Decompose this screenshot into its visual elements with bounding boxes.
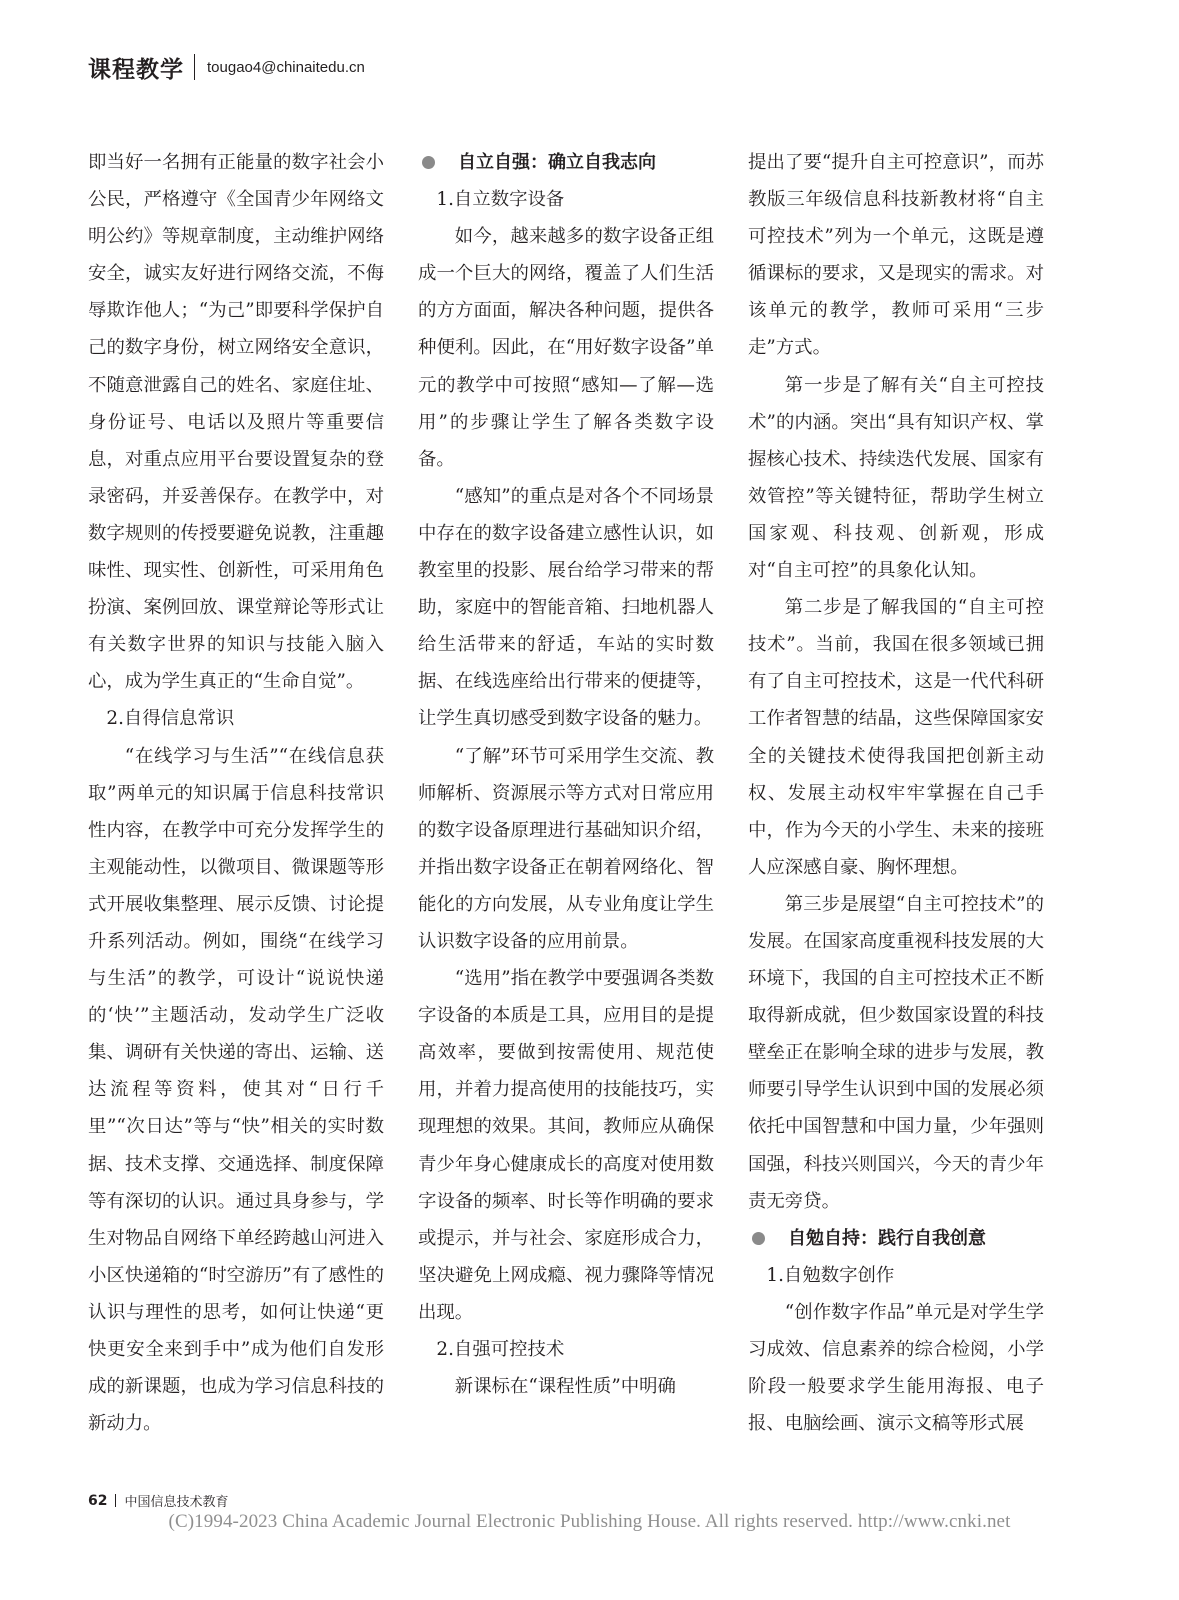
bullet-dot-icon (422, 156, 435, 169)
paragraph: “选用”指在教学中要强调各类数字设备的本质是工具，应用目的是提高效率，要做到按需使用、规范使用，并着力提高使用的技能技巧，实现理想的效果。其间，教师应从确保青少年身心健康成长的高度对使用数字设备的频率、时长等作明确的要求或提示，并与社会、家庭形成合力，坚决避免上网成瘾、视力骤降等情况出现。 (418, 968, 714, 1323)
section-heading (748, 1220, 1044, 1257)
copyright-watermark: (C)1994-2023 China Academic Journal Electronic Publishing House. All rights reserved. http://www.cnki.net (168, 1511, 1011, 1532)
subsection-title: 2.自强可控技术 (436, 1339, 565, 1360)
section-heading (418, 144, 714, 181)
subsection-title: 1.自立数字设备 (436, 189, 565, 211)
bullet-dot-icon (752, 1232, 765, 1245)
paragraph: 第三步是展望“自主可控技术”的发展。在国家高度重视科技发展的大环境下，我国的自主可控技术正不断取得新成就，但少数国家设置的科技壁垒正在影响全球的进步与发展，教师要引导学生认识到中国的发展必须依托中国智慧和中国力量，少年强则国强，科技兴则国兴，今天的青少年责无旁贷。 (748, 893, 1044, 1212)
paragraph: 提出了要“提升自主可控意识”，而苏教版三年级信息科技新教材将“自主可控技术”列为一个单元，这既是遵循课标的要求，又是现实的需求。对该单元的教学，教师可采用“三步走”方式。 (748, 152, 1044, 359)
paragraph: 即当好一名拥有正能量的数字社会小公民，严格遵守《全国青少年网络文明公约》等规章制度，主动维护网络安全，诚实友好进行网络交流，不侮辱欺诈他人；“为己”即要科学保护自己的数字身份，树立网络安全意识，不随意泄露自己的姓名、家庭住址、身份证号、电话以及照片等重要信息，对重点应用平台要设置复杂的登录密码，并妥善保存。在教学中，对数字规则的传授要避免说教，注重趣味性、现实性、创新性，可采用角色扮演、案例回放、课堂辩论等形式让有关数字世界的知识与技能入脑入心，成为学生真正的“生命自觉”。 (88, 152, 384, 693)
paragraph: 第一步是了解有关“自主可控技术”的内涵。突出“具有知识产权、掌握核心技术、持续迭代发展、国家有效管控”等关键特征，帮助学生树立国家观、科技观、创新观，形成对“自主可控”的具象化认知。 (748, 374, 1044, 582)
paragraph: “了解”环节可采用学生交流、教师解析、资源展示等方式对日常应用的数字设备原理进行基础知识介绍，并指出数字设备正在朝着网络化、智能化的方向发展，从专业角度让学生认识数字设备的应用前景。 (418, 745, 714, 952)
page-number: 62 (88, 1492, 108, 1509)
column-3 (748, 144, 1044, 1442)
subsection-title: 2.自得信息常识 (106, 708, 235, 730)
page-header (88, 50, 365, 84)
section-heading-text: 自勉自持：践行自我创意 (788, 1227, 986, 1249)
paragraph: 新课标在“课程性质”中明确 (454, 1376, 676, 1398)
submission-email: tougao4@chinaitedu.cn (207, 58, 365, 76)
footer-divider (115, 1494, 116, 1507)
paragraph: “创作数字作品”单元是对学生学习成效、信息素养的综合检阅，小学阶段一般要求学生能用海报、电子报、电脑绘画、演示文稿等形式展 (748, 1301, 1044, 1435)
paragraph: 第二步是了解我国的“自主可控技术”。当前，我国在很多领域已拥有了自主可控技术，这是一代代科研工作者智慧的结晶，这些保障国家安全的关键技术使得我国把创新主动权、发展主动权牢牢掌握在自己手中，作为今天的小学生、未来的接班人应深感自豪、胸怀理想。 (748, 597, 1044, 878)
section-title: 课程教学 (88, 56, 184, 83)
header-divider (194, 54, 195, 80)
subsection-title: 1.自勉数字创作 (766, 1264, 895, 1286)
page-footer (88, 1491, 229, 1510)
paragraph: “感知”的重点是对各个不同场景中存在的数字设备建立感性认识，如教室里的投影、展台给学习带来的帮助，家庭中的智能音箱、扫地机器人给生活带来的舒适，车站的实时数据、在线选座给出行带来的便捷等，让学生真切感受到数字设备的魅力。 (418, 485, 714, 730)
paragraph: 如今，越来越多的数字设备正组成一个巨大的网络，覆盖了人们生活的方方面面，解决各种问题，提供各种便利。因此，在“用好数字设备”单元的教学中可按照“感知—了解—选用”的步骤让学生了解各类数字设备。 (418, 226, 714, 470)
section-heading-text: 自立自强：确立自我志向 (458, 152, 656, 173)
paragraph: “在线学习与生活”“在线信息获取”两单元的知识属于信息科技常识性内容，在教学中可充分发挥学生的主观能动性，以微项目、微课题等形式开展收集整理、展示反馈、讨论提升系列活动。例如，围绕“在线学习与生活”的教学，可设计“说说快递的‘快’”主题活动，发动学生广泛收集、调研有关快递的寄出、运输、送达流程等资料，使其对“日行千里”“次日达”等与“快”相关的实时数据、技术支撑、交通选择、制度保障等有深切的认识。通过具身参与，学生对物品自网络下单经跨越山河进入小区快递箱的“时空游历”有了感性的认识与理性的思考，如何让快递“更快更安全来到手中”成为他们自发形成的新课题，也成为学习信息科技的新动力。 (88, 745, 384, 1435)
column-2 (418, 144, 714, 1405)
column-1 (88, 144, 384, 1442)
journal-name: 中国信息技术教育 (124, 1495, 229, 1510)
